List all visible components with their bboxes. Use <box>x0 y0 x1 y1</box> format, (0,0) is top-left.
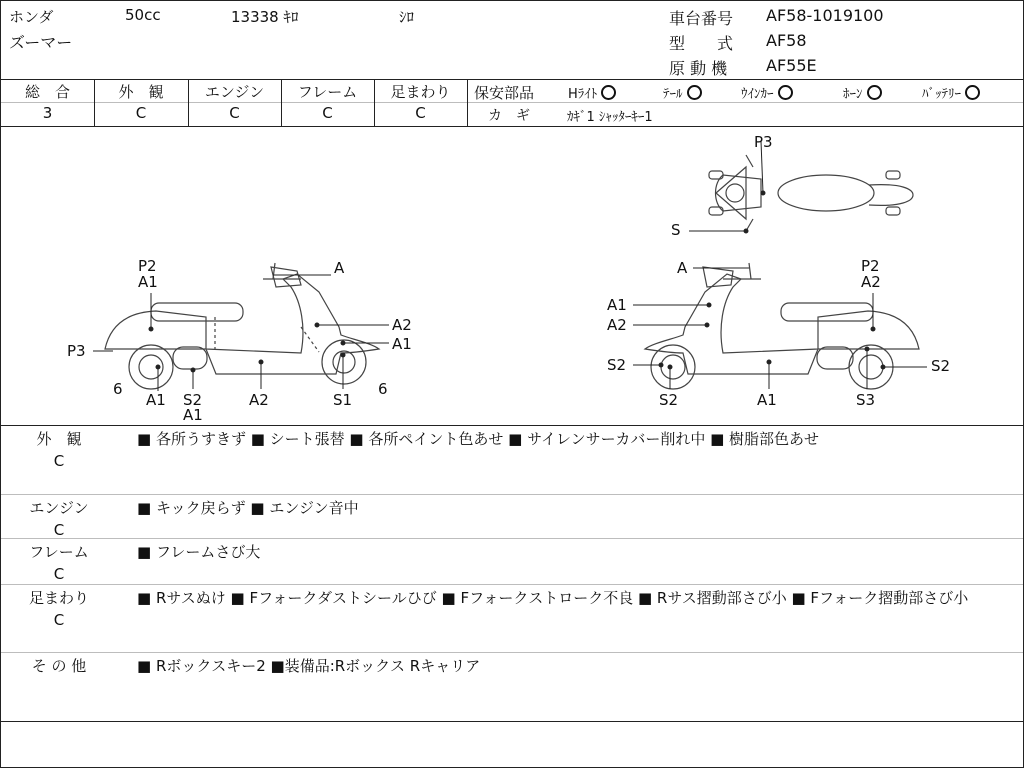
divider <box>1 652 1023 653</box>
section-other-title: そ の 他 <box>31 657 87 675</box>
diagram-labels <box>67 133 950 424</box>
displacement: 50cc <box>125 6 161 24</box>
maker: ホンダ <box>9 8 54 26</box>
frame-no-label: 車台番号 <box>669 9 734 28</box>
frame-grade-label: フレーム <box>297 83 358 101</box>
diag-label: A1 <box>183 406 203 424</box>
diag-label: P2 <box>138 257 157 275</box>
divider <box>1 79 1023 80</box>
diag-label: A2 <box>607 316 627 334</box>
diag-label: S2 <box>931 357 951 375</box>
diag-label: 6 <box>378 380 388 398</box>
diag-label: A2 <box>249 391 269 409</box>
model-name: ズーマー <box>9 33 73 52</box>
section-frame-title: フレーム C <box>29 543 89 583</box>
ok-circle-icon <box>965 85 980 100</box>
safety-label: 保安部品 <box>474 84 535 102</box>
section-engine-title: エンジン C <box>29 499 89 539</box>
diag-label: S2 <box>659 391 679 409</box>
engine-value: AF55E <box>766 56 817 75</box>
diag-label: S1 <box>333 391 353 409</box>
divider <box>1 584 1023 585</box>
safety-item-battery: ﾊﾞｯﾃﾘｰ <box>922 83 980 102</box>
engine-grade-label: エンジン <box>204 83 265 101</box>
section-suspension-title: 足まわり C <box>28 589 89 629</box>
mileage: 13338 ｷﾛ <box>231 8 299 26</box>
key-label: カ ギ <box>488 108 530 124</box>
diag-label: 6 <box>113 380 123 398</box>
diag-label: S3 <box>856 391 876 409</box>
engine-label: 原 動 機 <box>669 59 728 78</box>
diag-label: S2 <box>183 391 203 409</box>
overall-label: 総 合 <box>24 83 70 101</box>
safety-item-horn: ﾎｰﾝ <box>843 83 882 102</box>
divider <box>1 425 1023 426</box>
frame-grade: C <box>322 104 333 122</box>
safety-item-headlight: Hﾗｲﾄ <box>568 83 616 102</box>
suspension-grade-label: 足まわり <box>390 83 451 101</box>
engine-grade: C <box>229 104 240 122</box>
overall-grade: 3 <box>42 104 53 122</box>
body-color: ｼﾛ <box>399 8 415 26</box>
diag-label: A1 <box>146 391 166 409</box>
ok-circle-icon <box>601 85 616 100</box>
section-exterior-title: 外 観 C <box>36 430 82 470</box>
section-suspension-text: ■ Rサスぬけ ■ Fフォークダストシールひび ■ Fフォークストローク不良 ■ Rサス摺動部さび小 ■ Fフォーク摺動部さび小 <box>137 589 969 607</box>
diag-label: A1 <box>607 296 627 314</box>
section-exterior-text: ■ 各所うすきず ■ シート張替 ■ 各所ペイント色あせ ■ サイレンサーカバー削れ中 ■ 樹脂部色あせ <box>137 430 820 448</box>
section-engine-text: ■ キック戻らず ■ エンジン音中 <box>137 499 359 517</box>
diag-label: A1 <box>757 391 777 409</box>
damage-diagram <box>1 127 1023 425</box>
safety-item-tail: ﾃｰﾙ <box>663 83 702 102</box>
divider <box>1 102 467 103</box>
diag-label: A1 <box>392 335 412 353</box>
safety-item-winker: ｳｲﾝｶｰ <box>741 83 793 102</box>
ok-circle-icon <box>778 85 793 100</box>
ok-circle-icon <box>687 85 702 100</box>
diag-label: A2 <box>861 273 881 291</box>
type-label: 型 式 <box>669 34 734 53</box>
diag-label: A2 <box>392 316 412 334</box>
exterior-label: 外 観 <box>118 83 164 101</box>
diagram-leaders <box>93 141 927 391</box>
ok-circle-icon <box>867 85 882 100</box>
divider <box>1 494 1023 495</box>
divider <box>467 79 468 126</box>
diag-label: P2 <box>861 257 880 275</box>
scooter-top-view <box>709 155 913 231</box>
diag-label: A <box>677 259 688 277</box>
diag-label: P3 <box>67 342 86 360</box>
divider <box>1 538 1023 539</box>
divider <box>1 721 1023 722</box>
diag-label: A1 <box>138 273 158 291</box>
diag-label: P3 <box>754 133 773 151</box>
type-value: AF58 <box>766 31 807 50</box>
exterior-grade: C <box>135 104 147 122</box>
section-other-text: ■ Rボックスキー2 ■装備品:Rボックス Rキャリア <box>137 657 481 675</box>
key-value: ｶｷﾞ1 ｼｬｯﾀｰｷｰ1 <box>567 110 653 125</box>
divider <box>467 102 1023 103</box>
diag-label: S <box>671 221 681 239</box>
suspension-grade: C <box>415 104 426 122</box>
diag-label: A <box>334 259 345 277</box>
frame-no: AF58-1019100 <box>766 6 884 25</box>
diag-label: S2 <box>607 356 627 374</box>
section-frame-text: ■ フレームさび大 <box>137 543 261 561</box>
